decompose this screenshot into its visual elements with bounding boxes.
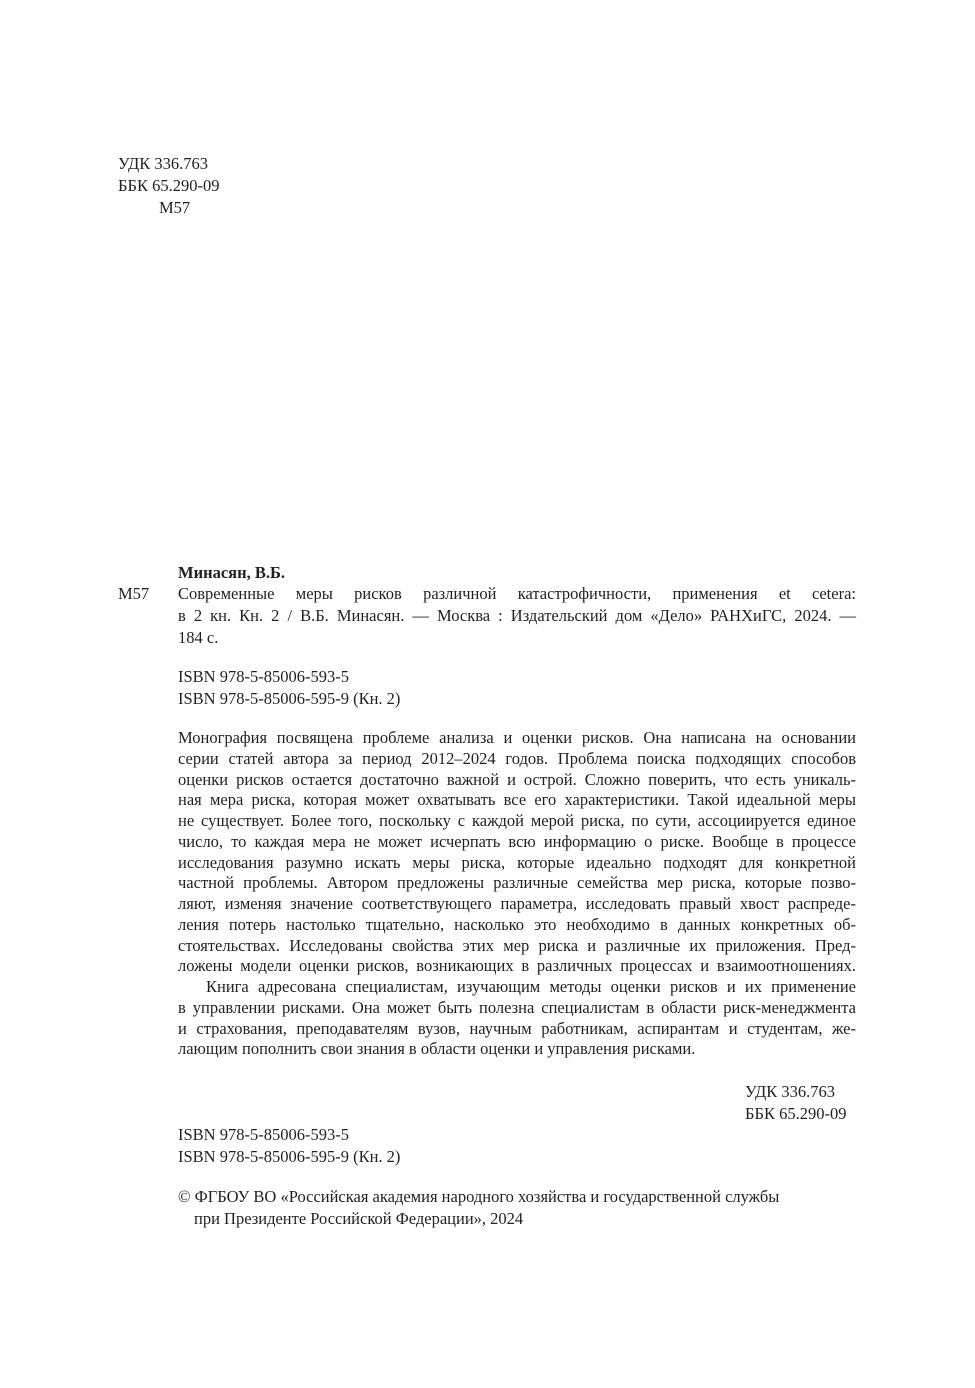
description-line: в 2 кн. Кн. 2 / В.Б. Минасян. — Москва : Издательский дом «Дело» РАНХиГС, 2024. — [178,606,856,625]
annotation-line: частной проблемы. Автором предложены различные семейства мер риска, которые позво- [178,873,856,893]
description-line: 184 с. [178,628,219,647]
annotation [178,728,856,1060]
annotation-line: и страхования, преподавателям вузов, научным работникам, аспирантам и студентам, же- [178,1018,856,1038]
annotation-line: ная мера риска, которая может охватывать все его характеристики. Такой идеальной меры [178,790,856,810]
author-sign-code: М57 [159,198,191,217]
isbn-line: ISBN 978-5-85006-593-5 [178,667,349,686]
udk-code: УДК 336.763 [118,154,209,173]
annotation-line: ления потерь настолько тщательно, насколько это необходимо в данных конкретных об- [178,914,856,934]
annotation-line: лающим пополнить свои знания в области оценки и управления рисками. [178,1039,696,1059]
description-line: Современные меры рисков различной катастрофичности, применения et cetera: [178,584,856,603]
bottom-classification-codes [745,1081,846,1125]
annotation-line: исследования разумно искать меры риска, которые идеально подходят для конкретной [178,852,856,872]
author-name: Минасян, В.Б. [178,563,286,582]
annotation-line: оценки рисков остается достаточно важной и острой. Сложно поверить, что есть уникаль- [178,769,856,789]
side-author-sign-code: М57 [118,584,150,603]
annotation-line: стоятельствах. Исследованы свойства этих мер риска и различные их приложения. Пред- [178,935,856,955]
copyright-line: © ФГБОУ ВО «Российская академия народного хозяйства и государственной службы [178,1187,780,1206]
annotation-line: Книга адресована специалистам, изучающим методы оценки рисков и их применение [206,977,856,996]
annotation-line: число, то каждая мера не может исчерпать всю информацию о риске. Вообще в процессе [178,831,856,851]
copyright-line: при Президенте Российской Федерации», 2024 [194,1209,524,1228]
isbn-line: ISBN 978-5-85006-595-9 (Кн. 2) [178,689,401,708]
isbn-block [178,666,400,710]
copyright-notice [178,1186,779,1230]
top-classification-codes [118,153,219,219]
bbk-code: ББК 65.290-09 [745,1104,847,1123]
annotation-line: серии статей автора за период 2012–2024 годов. Проблема поиска подходящих способов [178,748,856,768]
annotation-line: Монография посвящена проблеме анализа и оценки рисков. Она написана на основании [178,728,856,747]
bbk-code: ББК 65.290-09 [118,176,220,195]
annotation-line: не существует. Более того, поскольку с каждой мерой риска, по сути, ассоциируется единое [178,811,856,830]
udk-code: УДК 336.763 [745,1082,836,1101]
bibliographic-description [178,583,856,649]
isbn-line: ISBN 978-5-85006-595-9 (Кн. 2) [178,1147,401,1166]
annotation-line: ложены модели оценки рисков, возникающих в различных процессах и взаимоотношениях. [178,956,856,976]
annotation-line: в управлении рисками. Она может быть полезна специалистам в области риск-менеджмента [178,997,856,1017]
annotation-line: ляют, изменяя значение соответствующего параметра, исследовать правый хвост распреде- [178,894,856,913]
bottom-isbn-block [178,1124,400,1168]
isbn-line: ISBN 978-5-85006-593-5 [178,1125,349,1144]
